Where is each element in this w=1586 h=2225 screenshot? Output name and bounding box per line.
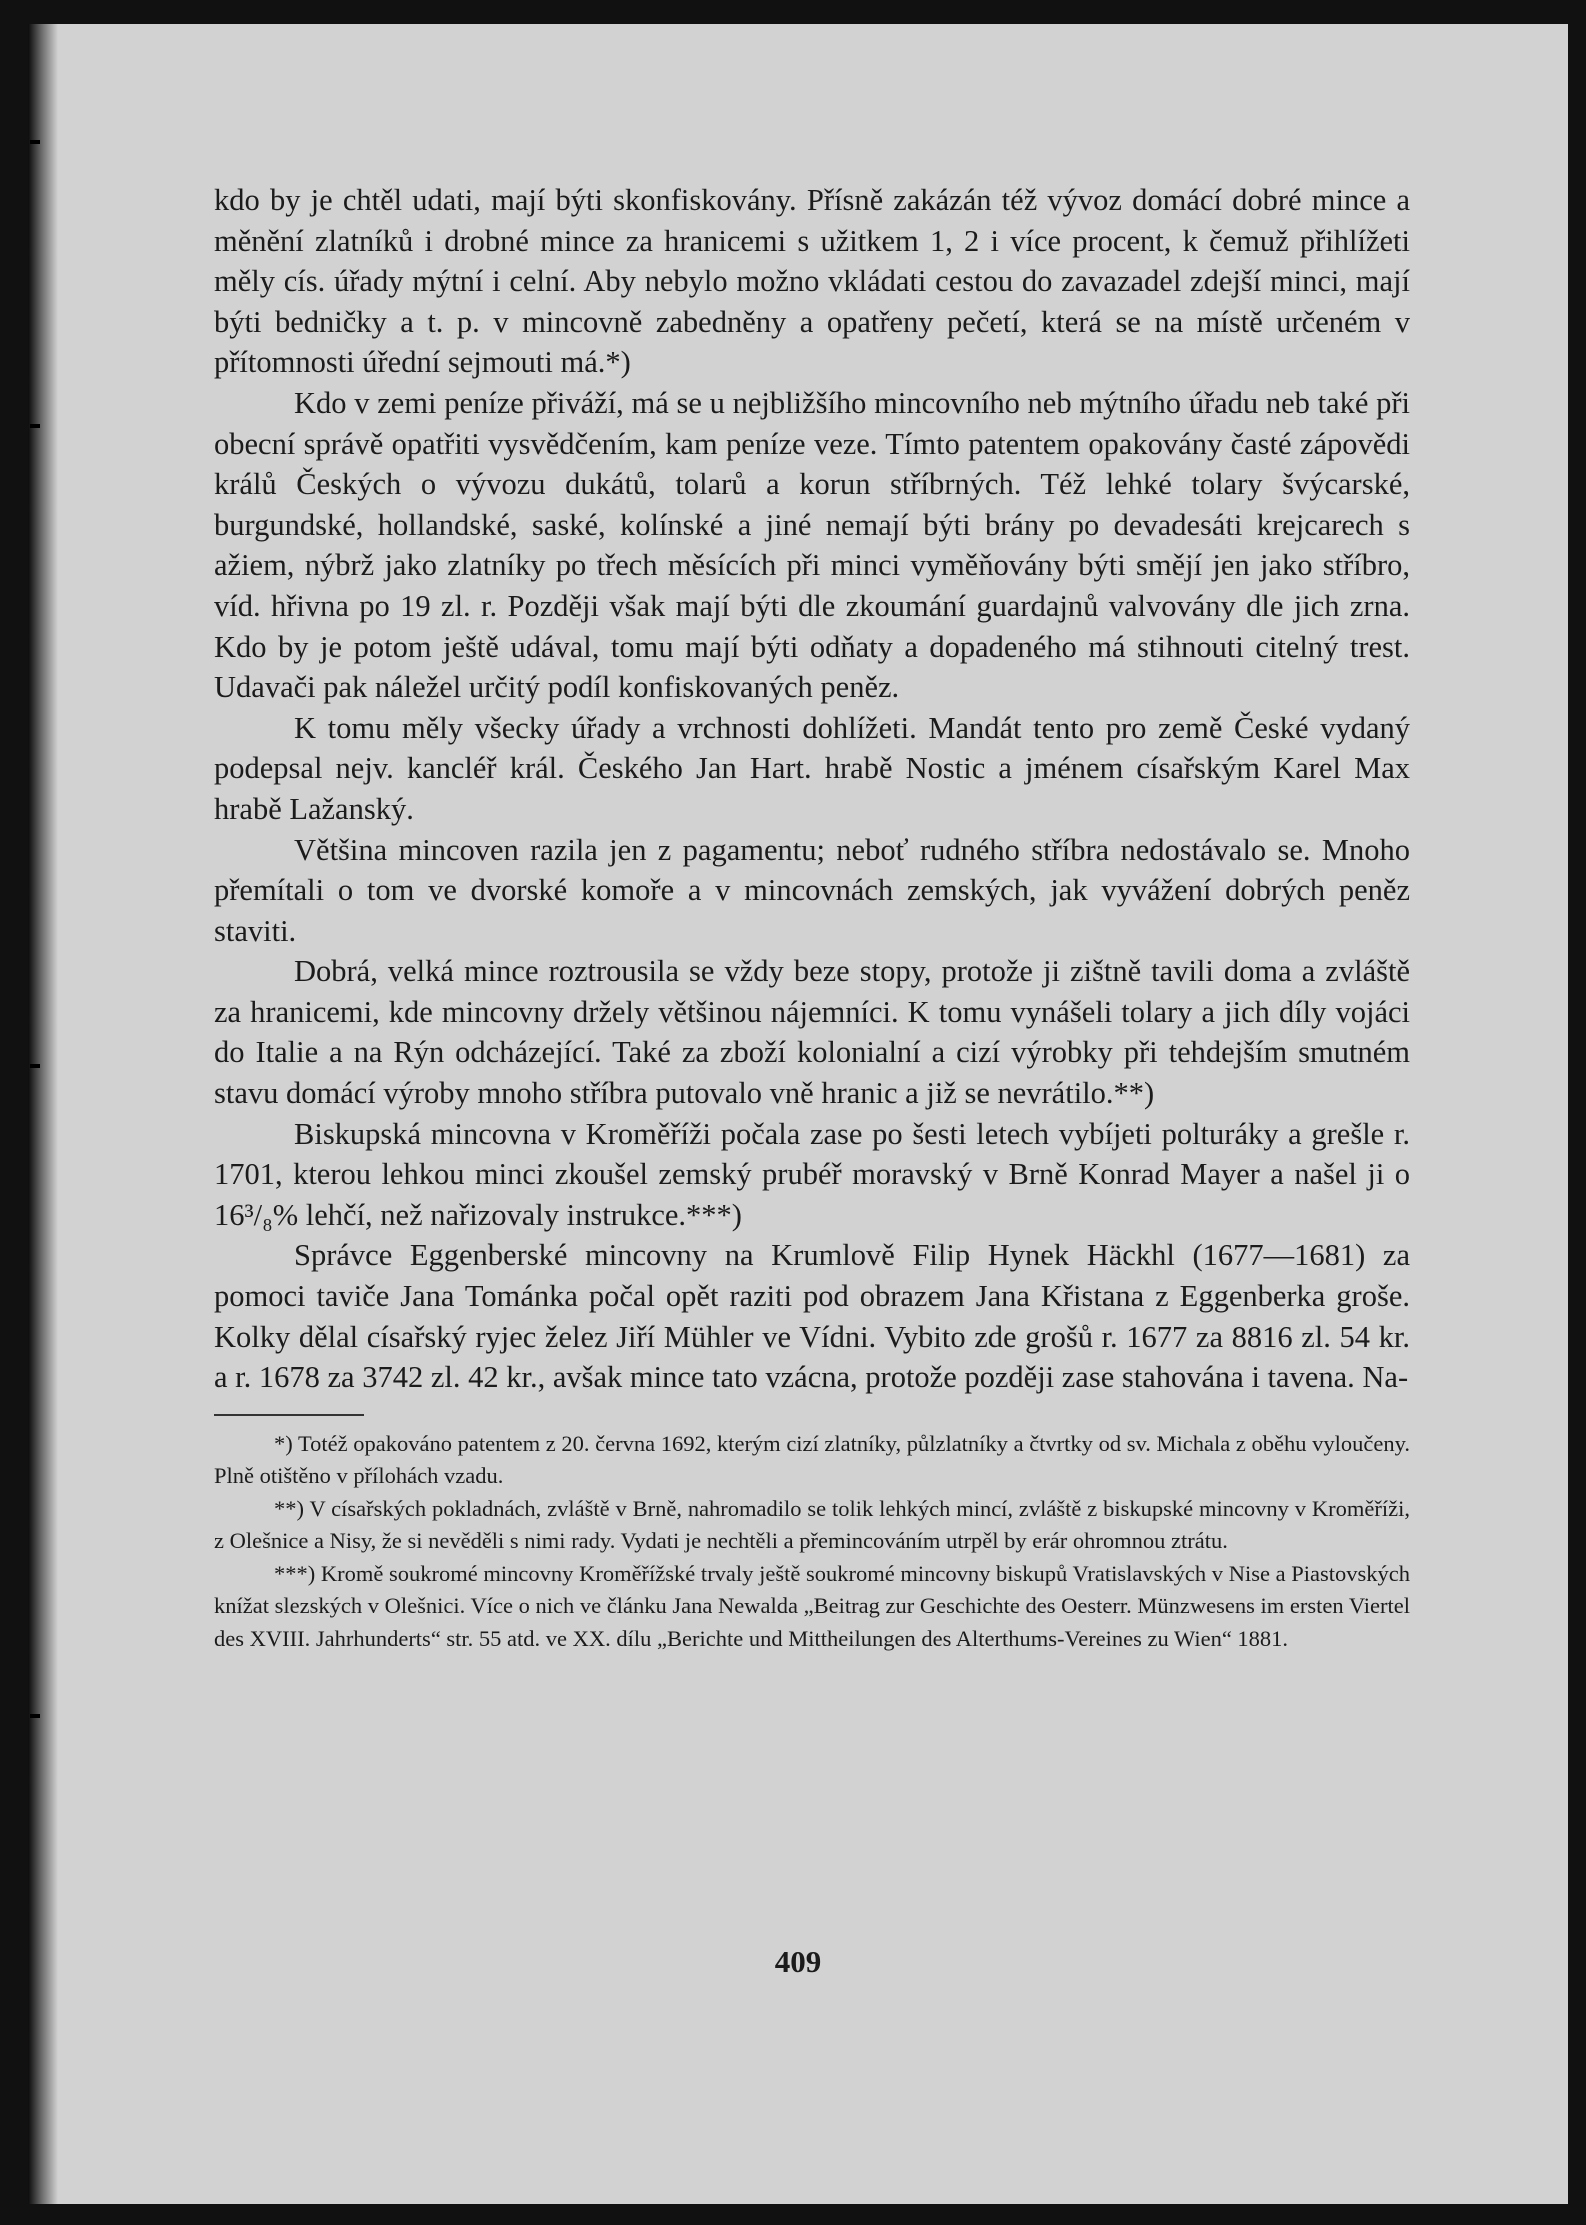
text-block bbox=[214, 180, 1410, 1655]
paragraph: Většina mincoven razila jen z pagamentu; neboť rudného stříbra nedostávalo se. Mnoho přemítali o tom ve dvorské komoře a v mincovnách zemských, jak vyvážení dobrých peněz staviti. bbox=[214, 832, 1410, 948]
paragraph: Kdo v zemi peníze přiváží, má se u nejbližšího mincovního neb mýtního úřadu neb také při obecní správě opatřiti vysvědčením, kam peníze veze. Tímto patentem opakovány časté zápovědi králů Českých o vývozu dukátů, tolarů a korun stříbrných. Též lehké tolary švýcarské, burgundské, hollandské, saské, kolínské a jiné nemají býti brány po devadesáti krejcarech s ažiem, nýbrž jako zlatníky po třech měsících při minci vyměňovány býti smějí jen jako stříbro, víd. hřivna po 19 zl. r. Později však mají býti dle zkoumání guardajnů valvovány dle jich zrna. Kdo by je potom ještě udával, tomu mají býti odňaty a dopadeného má stihnouti citelný trest. Udavači pak náležel určitý podíl konfiskovaných peněz. bbox=[214, 385, 1410, 705]
footnote: **) V císařských pokladnách, zvláště v Brně, nahromadilo se tolik lehkých mincí, zvláště z biskupské mincovny v Kroměříži, z Olešnice a Nisy, že si nevěděli s nimi rady. Vydati je nechtěli a přemincováním utrpěl by erár ohromnou ztrátu. bbox=[214, 1495, 1410, 1554]
margin-mark bbox=[30, 424, 40, 428]
footnote: *) Totéž opakováno patentem z 20. června 1692, kterým cizí zlatníky, půlzlatníky a čtvrtky od sv. Michala z oběhu vyloučeny. Plně otištěno v přílohách vzadu. bbox=[214, 1430, 1410, 1489]
footnotes bbox=[214, 1428, 1410, 1656]
paragraph: Dobrá, velká mince roztrousila se vždy beze stopy, protože ji zištně tavili doma a zvláště za hranicemi, kde mincovny držely většinou nájemníci. K tomu vynášeli tolary a jich díly vojáci do Italie a na Rýn odcházející. Také za zboží kolonialní a cizí výrobky při tehdejším smutném stavu domácí výroby mnoho stříbra putovalo vně hranic a již se nevrátilo.**) bbox=[214, 954, 1410, 1111]
margin-mark bbox=[30, 140, 40, 144]
main-text bbox=[214, 180, 1410, 1398]
margin-mark bbox=[30, 1714, 40, 1718]
footnote: ***) Kromě soukromé mincovny Kroměřížské trvaly ještě soukromé mincovny biskupů Vratislavských v Nise a Piastovských knížat slezských v Olešnici. Více o nich ve článku Jana Newalda „Beitrag zur Geschichte des Oesterr. Münzwesens im ersten Viertel des XVIII. Jahrhunderts“ str. 55 atd. ve XX. dílu „Berichte und Mittheilungen des Alterthums-Vereines zu Wien“ 1881. bbox=[214, 1560, 1410, 1651]
paragraph: Biskupská mincovna v Kroměříži počala zase po šesti letech vybíjeti polturáky a grešle r. 1701, kterou lehkou minci zkoušel zemský prubéř moravský v Brně Konrad Mayer a našel ji o 16³/₈% lehčí, než nařizovaly instrukce.***) bbox=[214, 1116, 1410, 1232]
paragraph: kdo by je chtěl udati, mají býti skonfiskovány. Přísně zakázán též vývoz domácí dobré mince a měnění zlatníků i drobné mince za hranicemi s užitkem 1, 2 i více procent, k čemuž přihlížeti měly cís. úřady mýtní i celní. Aby nebylo možno vkládati cestou do zavazadel zdejší minci, mají býti bedničky a t. p. v mincovně zabedněny a opatřeny pečetí, která se na místě určeném v přítomnosti úřední sejmouti má.*) bbox=[214, 183, 1410, 380]
scanned-page bbox=[28, 24, 1568, 2204]
margin-mark bbox=[30, 1064, 40, 1068]
footnote-separator bbox=[214, 1414, 364, 1416]
paragraph: K tomu měly všecky úřady a vrchnosti dohlížeti. Mandát tento pro země České vydaný podepsal nejv. kancléř král. Českého Jan Hart. hrabě Nostic a jménem císařským Karel Max hrabě Lažanský. bbox=[214, 710, 1410, 826]
binding-shadow bbox=[28, 24, 58, 2204]
page-number: 409 bbox=[774, 1944, 822, 1979]
paragraph: Správce Eggenberské mincovny na Krumlově Filip Hynek Häckhl (1677—1681) za pomoci taviče Jana Tománka počal opět raziti pod obrazem Jana Křistana z Eggenberka groše. Kolky dělal císařský ryjec želez Jiří Mühler ve Vídni. Vybito zde grošů r. 1677 za 8816 zl. 54 kr. a r. 1678 za 3742 zl. 42 kr., avšak mince tato vzácna, protože později zase stahována i tavena. Na- bbox=[214, 1238, 1410, 1395]
